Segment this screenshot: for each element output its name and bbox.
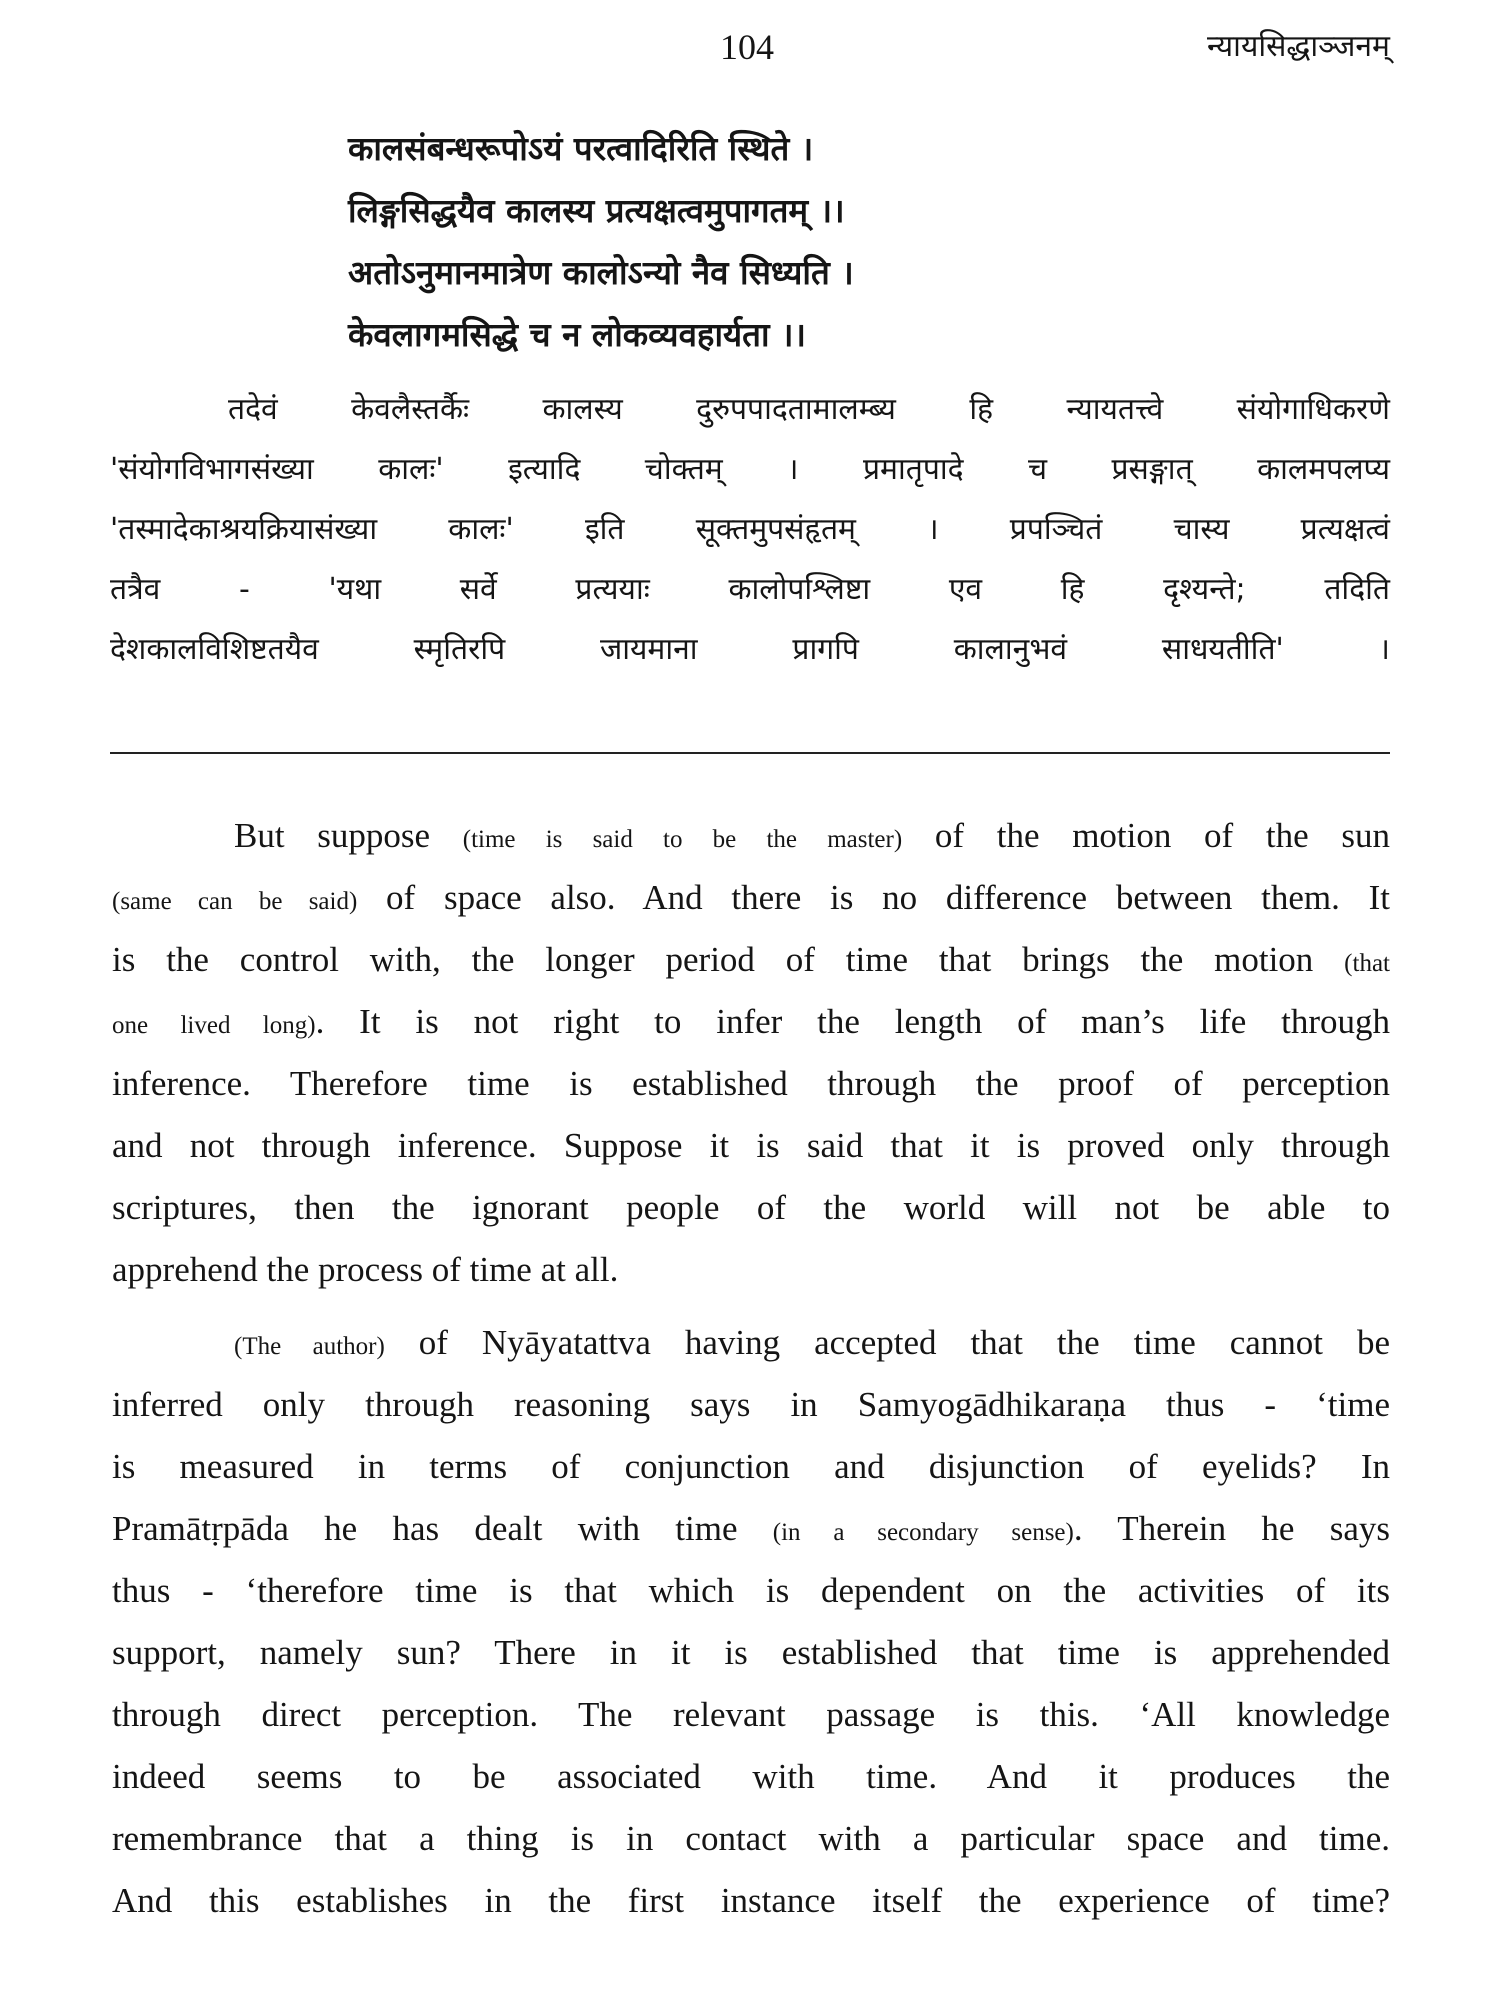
- verse-line: कालसंबन्धरूपोऽयं परत्वादिरिति स्थिते ।: [348, 129, 814, 168]
- english-line: remembrance that a thing is in contact with a particular space and time.: [112, 1819, 1390, 1858]
- english-line: [112, 1498, 1390, 1560]
- english-line: inferred only through reasoning says in Samyogādhikaraṇa thus - ‘time: [112, 1385, 1390, 1424]
- sanskrit-line: तदेवं केवलैस्तर्कैः कालस्य दुरुपपादतामालम्ब्य हि न्यायतत्त्वे संयोगाधिकरणे: [228, 392, 1390, 427]
- english-line: inference. Therefore time is established through the proof of perception: [112, 1064, 1390, 1103]
- english-line: through direct perception. The relevant passage is this. ‘All knowledge: [112, 1695, 1390, 1734]
- english-line: scriptures, then the ignorant people of the world will not be able to: [112, 1188, 1390, 1227]
- text-run: is the control with, the longer period of time that brings the motion: [112, 940, 1345, 979]
- verse-line: केवलागमसिद्धे च न लोकव्यवहार्यता ।।: [348, 315, 806, 354]
- english-line: [112, 805, 1390, 867]
- english-line: support, namely sun? There in it is established that time is apprehended: [112, 1633, 1390, 1672]
- text-run: of space also. And there is no difference between them. It: [357, 878, 1391, 917]
- page-header: [0, 22, 1500, 82]
- small-text-run: (in a secondary sense): [772, 1519, 1074, 1546]
- english-paragraph-2: [112, 1312, 1390, 1932]
- text-run: of Nyāyatattva having accepted that the time cannot be: [384, 1323, 1390, 1362]
- small-text-run: (same can be said): [112, 888, 358, 915]
- sanskrit-paragraph: [110, 380, 1390, 680]
- small-text-run: (that: [1344, 950, 1390, 977]
- small-text-run: one lived long): [112, 1012, 316, 1039]
- english-line: apprehend the process of time at all.: [112, 1250, 619, 1289]
- text-run: Pramātṛpāda he has dealt with time: [112, 1509, 773, 1548]
- small-text-run: (The author): [234, 1333, 385, 1360]
- english-paragraph-1: [112, 805, 1390, 1301]
- verse-line: अतोऽनुमानमात्रेण कालोऽन्यो नैव सिध्यति ।: [348, 253, 854, 292]
- text-run: of the motion of the sun: [902, 816, 1390, 855]
- running-head: न्यायसिद्धाञ्जनम्: [1206, 29, 1390, 64]
- english-line: and not through inference. Suppose it is said that it is proved only through: [112, 1126, 1390, 1165]
- english-line: [112, 867, 1390, 929]
- english-line: And this establishes in the first instance itself the experience of time?: [112, 1881, 1390, 1920]
- sanskrit-verse: [348, 118, 1408, 366]
- section-divider: [110, 752, 1390, 754]
- sanskrit-line: तत्रैव - 'यथा सर्वे प्रत्ययाः कालोपश्लिष्टा एव हि दृश्यन्ते; तदिति: [110, 572, 1390, 607]
- text-run: . Therein he says: [1073, 1509, 1390, 1548]
- english-line: thus - ‘therefore time is that which is dependent on the activities of its: [112, 1571, 1390, 1610]
- text-run: . It is not right to infer the length of man’s life through: [315, 1002, 1390, 1041]
- page-number: 104: [720, 27, 774, 67]
- english-line: [112, 991, 1390, 1053]
- english-line: is measured in terms of conjunction and disjunction of eyelids? In: [112, 1447, 1390, 1486]
- sanskrit-line: 'संयोगविभागसंख्या कालः' इत्यादि चोक्तम् । प्रमातृपादे च प्रसङ्गात् कालमपलप्य: [110, 452, 1390, 487]
- small-text-run: (time is said to be the master): [462, 826, 903, 853]
- english-line: [112, 1312, 1390, 1374]
- sanskrit-line: 'तस्मादेकाश्रयक्रियासंख्या कालः' इति सूक्तमुपसंहृतम् । प्रपञ्चितं चास्य प्रत्यक्षत्वं: [110, 512, 1390, 547]
- text-run: But suppose: [234, 816, 463, 855]
- verse-line: लिङ्गसिद्धयैव कालस्य प्रत्यक्षत्वमुपागतम् ।।: [348, 191, 845, 230]
- english-line: indeed seems to be associated with time. And it produces the: [112, 1757, 1390, 1796]
- english-line: [112, 929, 1390, 991]
- sanskrit-line: देशकालविशिष्टतयैव स्मृतिरपि जायमाना प्रागपि कालानुभवं साधयतीति' ।: [110, 632, 1390, 667]
